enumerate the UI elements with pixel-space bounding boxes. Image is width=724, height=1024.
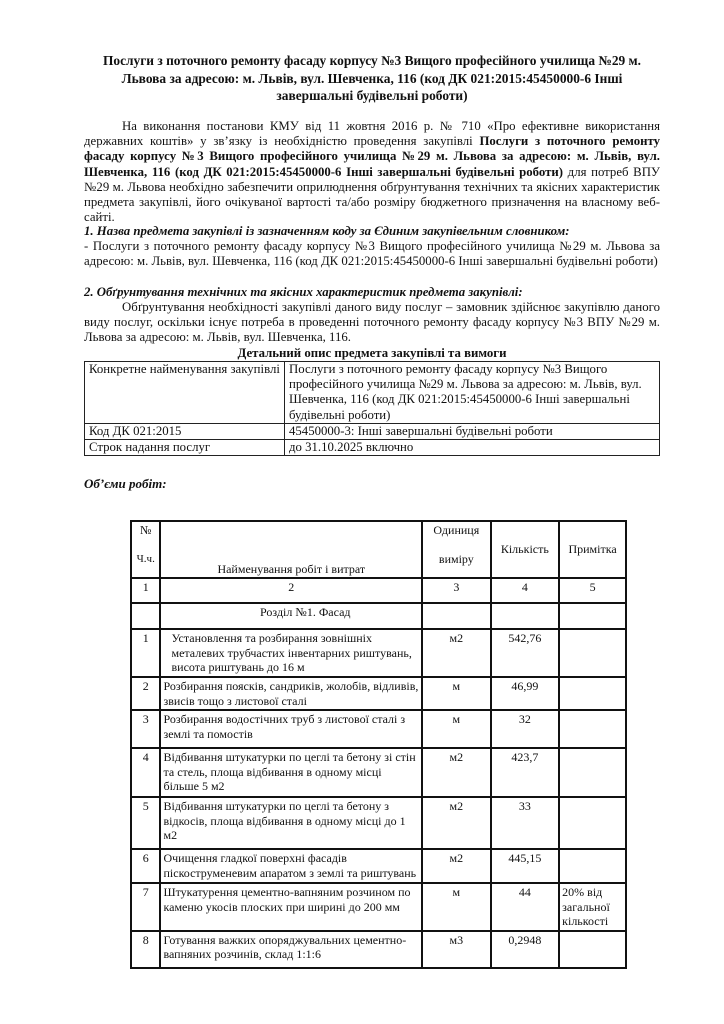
- header-unit-line2: виміру: [438, 551, 474, 566]
- row-number: 1: [131, 629, 160, 677]
- volumes-table: [130, 520, 627, 969]
- section-1-heading: 1. Назва предмета закупівлі із зазначенням коду за Єдиним закупівельним словником:: [84, 224, 570, 238]
- row-note: [559, 677, 626, 710]
- description-label: Конкретне найменування закупівлі: [85, 362, 285, 424]
- row-name: Очищення гладкої поверхні фасадів піскоструменевим апаратом з землі та риштувань: [160, 849, 422, 883]
- row-name: Штукатурення цементно-вапняним розчином по каменю укосів плоских при ширині до 200 мм: [160, 883, 422, 931]
- table-row: [131, 849, 626, 883]
- row-quantity: 46,99: [491, 677, 560, 710]
- row-number: 7: [131, 883, 160, 931]
- table-row: [131, 797, 626, 849]
- row-quantity: 423,7: [491, 748, 560, 797]
- section-2-heading: 2. Обґрунтування технічних та якісних характеристик предмета закупівлі:: [84, 285, 523, 299]
- row-number: 8: [131, 931, 160, 968]
- row-unit: м2: [422, 849, 490, 883]
- index-cell: 1: [131, 578, 160, 603]
- row-unit: м2: [422, 748, 490, 797]
- row-note: [559, 629, 626, 677]
- row-name: Розбирання водостічних труб з листової сталі з землі та помостів: [160, 710, 422, 748]
- description-label: Строк надання послуг: [85, 440, 285, 456]
- row-number: 6: [131, 849, 160, 883]
- table-row: [131, 629, 626, 677]
- section-title: Розділ №1. Фасад: [160, 603, 422, 629]
- index-cell: 2: [160, 578, 422, 603]
- table-row: [131, 931, 626, 968]
- row-quantity: 542,76: [491, 629, 560, 677]
- description-label: Код ДК 021:2015: [85, 423, 285, 439]
- header-name: Найменування робіт і витрат: [160, 521, 422, 578]
- section-cell-empty: [491, 603, 560, 629]
- header-number: [131, 521, 160, 578]
- volumes-section-row: [131, 603, 626, 629]
- section-cell-empty: [131, 603, 160, 629]
- volumes-header-row: [131, 521, 626, 578]
- row-name: Готування важких опоряджувальних цементно-вапняних розчинів, склад 1:1:6: [160, 931, 422, 968]
- row-unit: м: [422, 677, 490, 710]
- row-name: Відбивання штукатурки по цеглі та бетону зі стін та стель, площа відбивання в одному місці більше 5 м2: [160, 748, 422, 797]
- section-1-text: - Послуги з поточного ремонту фасаду корпусу №3 Вищого професійного училища №29 м. Львова за адресою: м. Львів, вул. Шевченка, 116 (код ДК 021:2015:45450000-6 Інші завершальні будівельні роботи): [84, 239, 660, 269]
- row-unit: м2: [422, 797, 490, 849]
- row-number: 4: [131, 748, 160, 797]
- row-number: 3: [131, 710, 160, 748]
- row-note: [559, 748, 626, 797]
- index-cell: 4: [491, 578, 560, 603]
- table-row: [131, 710, 626, 748]
- row-name: Установлення та розбирання зовнішніх металевих трубчастих інвентарних риштувань, висота риштувань до 16 м: [160, 629, 422, 677]
- row-quantity: 32: [491, 710, 560, 748]
- row-quantity: 44: [491, 883, 560, 931]
- section-cell-empty: [559, 603, 626, 629]
- description-value: 45450000-3: Інші завершальні будівельні роботи: [285, 423, 660, 439]
- volumes-heading: Об’єми робіт:: [84, 476, 167, 491]
- intro-text-1: На виконання постанови КМУ від 11 жовтня 2016 р. № 710 «Про ефективне використання державних коштів» у зв’язку із необхідністю проведення закупівлі: [84, 119, 660, 149]
- row-name: Відбивання штукатурки по цеглі та бетону з відкосів, площа відбивання в одному місці до 1 м2: [160, 797, 422, 849]
- table-row: [131, 677, 626, 710]
- row-unit: м: [422, 710, 490, 748]
- row-unit: м: [422, 883, 490, 931]
- header-quantity: Кількість: [491, 521, 560, 578]
- row-quantity: 0,2948: [491, 931, 560, 968]
- index-cell: 3: [422, 578, 490, 603]
- description-value: Послуги з поточного ремонту фасаду корпусу №3 Вищого професійного училища №29 м. Львова за адресою: м. Львів, вул. Шевченка, 116 (код ДК 021:2015:45450000-6 Інші завершальні будівельні роботи): [285, 362, 660, 424]
- index-cell: 5: [559, 578, 626, 603]
- table-row: [131, 748, 626, 797]
- row-number: 2: [131, 677, 160, 710]
- row-note: [559, 797, 626, 849]
- header-unit-line1: Одиниця: [433, 523, 480, 537]
- row-note: 20% від загальної кількості: [559, 883, 626, 931]
- row-note: [559, 931, 626, 968]
- header-number-line1: №: [140, 523, 152, 537]
- document-title: Послуги з поточного ремонту фасаду корпусу №3 Вищого професійного училища №29 м. Львова за адресою: м. Львів, вул. Шевченка, 116 (код ДК 021:2015:45450000-6 Інші завершальні будівельні роботи): [102, 53, 642, 103]
- description-row: [85, 362, 660, 424]
- description-row: [85, 440, 660, 456]
- description-row: [85, 423, 660, 439]
- table-row: [131, 883, 626, 931]
- row-name: Розбирання поясків, сандриків, жолобів, відливів, звисів тощо з листової сталі: [160, 677, 422, 710]
- row-unit: м2: [422, 629, 490, 677]
- header-note: Примітка: [559, 521, 626, 578]
- intro-text-bold: Послуги з поточного ремонту фасаду корпусу №3 Вищого професійного училища №29 м. Львова за адресою: м. Львів, вул. Шевченка, 116 (код ДК 021:2015:45450000-6 Інші завершальні будівельні роботи): [84, 134, 660, 179]
- volumes-index-row: [131, 578, 626, 603]
- row-note: [559, 849, 626, 883]
- section-cell-empty: [422, 603, 490, 629]
- row-unit: м3: [422, 931, 490, 968]
- row-quantity: 445,15: [491, 849, 560, 883]
- row-number: 5: [131, 797, 160, 849]
- intro-paragraph: [84, 119, 660, 225]
- intro-text-3: для потреб ВПУ №29 м. Львова необхідно забезпечити оприлюднення обґрунтування технічних та якісних характеристик предмета закупівлі, його очікуваної вартості та/або розміру бюджетного призначення на власному веб-сайті.: [84, 164, 660, 225]
- description-table: [84, 361, 660, 456]
- header-number-line2: Ч.ч.: [136, 552, 155, 565]
- row-quantity: 33: [491, 797, 560, 849]
- description-heading: Детальний опис предмета закупівлі та вимоги: [237, 346, 507, 360]
- header-unit: [422, 521, 490, 578]
- description-value: до 31.10.2025 включно: [285, 440, 660, 456]
- section-2-text: Обґрунтування необхідності закупівлі даного виду послуг – замовник здійснює закупівлю даного виду послуг, оскільки існує потреба в проведенні поточного ремонту фасаду корпусу №3 ВПУ №29 м. Львова за адресою: м. Львів, вул. Шевченка, 116.: [84, 300, 660, 345]
- row-note: [559, 710, 626, 748]
